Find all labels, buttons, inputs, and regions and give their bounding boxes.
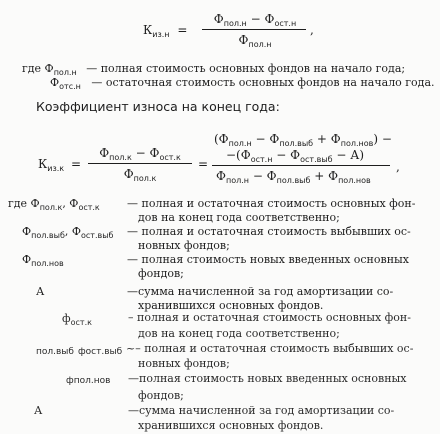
legend2-desc-4-line2: хранившихся основных фондов.	[138, 299, 324, 312]
formula2-fraction-bar-2	[212, 165, 390, 166]
legend2-term-1: где $Ф_{пол.к}$, $Ф_{ост.к}$	[8, 197, 100, 212]
formula2-big-numerator-line2: $-(Ф_{ост.н} - Ф_{ост.выб} - А)$	[226, 148, 365, 164]
legend3-desc-4-line2: хранившихся основных фондов.	[138, 419, 324, 432]
formula2-fraction-bar-1	[88, 163, 192, 164]
legend3-desc-1-line1: – полная и остаточная стоимость основных фон-	[128, 311, 411, 324]
formula1-denominator: $Ф_{пол.н}$	[238, 33, 272, 49]
legend1-row-1: где $Ф_{пол.н}$ — полная стоимость основных фондов на начало года;	[22, 62, 406, 77]
legend3-desc-3-line1: —полная стоимость новых введенных основных	[128, 372, 407, 385]
legend2-desc-3-line1: — полная стоимость новых введенных основных	[127, 253, 409, 266]
legend1-row-2: $Ф_{отс.н}$ — остаточная стоимость основных фондов на начало года.	[50, 76, 435, 91]
legend3-term-4: А	[34, 404, 43, 417]
formula1-lhs: $К_{из.н}$ =	[143, 23, 188, 39]
legend3-desc-4-line1: —сумма начисленной за год амортизации со-	[128, 404, 395, 417]
legend2-term-2: $Ф_{пол.выб}$, $Ф_{ост.выб}$	[22, 225, 114, 240]
legend3-desc-3-line2: фондов;	[138, 389, 184, 402]
legend2-term-4: А	[36, 285, 45, 298]
legend2-term-3: $Ф_{пол.нов}$	[22, 253, 64, 268]
formula2-numerator-1: $Ф_{пол.к} - Ф_{ост.к}$	[99, 146, 181, 162]
formula2-big-denominator: $Ф_{пол.н} - Ф_{пол.выб} + Ф_{пол.нов}$	[216, 169, 371, 185]
legend2-desc-4-line1: —сумма начисленной за год амортизации со-	[127, 285, 394, 298]
legend3-desc-1-line2: дов на конец года соответственно;	[138, 327, 340, 340]
legend3-term-1: $ф_{ост.к}$	[62, 312, 92, 327]
legend3-term-3: фпол.нов	[66, 376, 111, 386]
legend2-desc-2-line2: новных фондов;	[138, 239, 230, 252]
section-heading: Коэффициент износа на конец года:	[36, 99, 280, 114]
legend2-desc-3-line2: фондов;	[138, 267, 184, 280]
legend3-desc-2-line1: ~– полная и остаточная стоимость выбывших ос-	[126, 342, 414, 355]
legend2-desc-2-line1: — полная и остаточная стоимость выбывших ос-	[127, 225, 411, 238]
formula1-fraction-bar	[202, 29, 306, 30]
legend3-desc-2-line2: новных фондов;	[138, 357, 230, 370]
formula2-tail: ,	[396, 160, 400, 174]
legend2-desc-1-line1: — полная и остаточная стоимость основных фон-	[127, 197, 416, 210]
formula1-numerator: $Ф_{пол.н} - Ф_{ост.н}$	[213, 12, 297, 28]
formula2-eq2: =	[198, 157, 209, 171]
formula1-tail: ,	[310, 23, 314, 37]
formula2-denominator-1: $Ф_{пол.к}$	[123, 167, 157, 183]
formula2-big-numerator-line1: $(Ф_{пол.н} - Ф_{пол.выб} + Ф_{пол.нов})$ −	[214, 132, 392, 148]
legend2-desc-1-line2: дов на конец года соответственно;	[138, 211, 340, 224]
legend3-term-2: пол.выб фост.выб	[36, 347, 123, 357]
formula2-lhs: $К_{из.к}$ =	[38, 157, 82, 173]
